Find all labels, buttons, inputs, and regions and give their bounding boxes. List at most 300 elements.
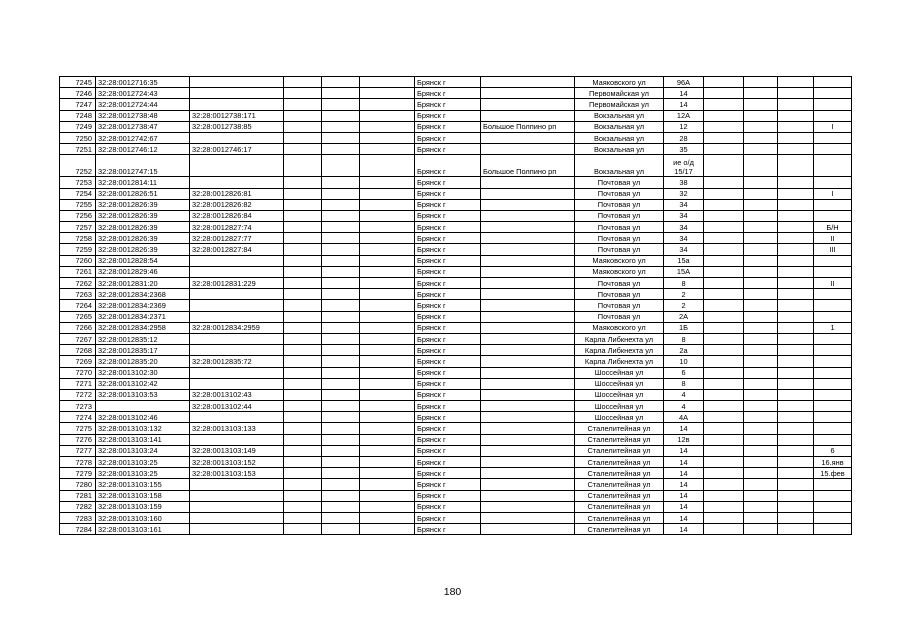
table-cell: 6 (814, 445, 852, 456)
table-row (60, 77, 852, 88)
table-cell: 14 (664, 99, 704, 110)
table-cell (814, 434, 852, 445)
table-cell: Брянск г (415, 144, 481, 155)
table-cell: Большое Полпино рп (481, 155, 575, 177)
table-cell (360, 99, 415, 110)
table-cell (814, 210, 852, 221)
table-cell: 12А (664, 110, 704, 121)
table-cell: 32:28:0012831:20 (96, 278, 190, 289)
table-cell (778, 457, 814, 468)
table-row (60, 132, 852, 143)
table-cell: 14 (664, 501, 704, 512)
table-cell: 4А (664, 412, 704, 423)
table-cell (322, 132, 360, 143)
table-cell (778, 278, 814, 289)
table-cell: 15.фев (814, 468, 852, 479)
table-cell: Почтовая ул (575, 210, 664, 221)
table-cell: 12в (664, 434, 704, 445)
table-cell: Брянск г (415, 311, 481, 322)
table-row (60, 255, 852, 266)
table-cell (814, 423, 852, 434)
table-cell (284, 345, 322, 356)
table-row (60, 222, 852, 233)
table-cell: Брянск г (415, 412, 481, 423)
table-cell (322, 490, 360, 501)
table-cell (284, 524, 322, 535)
table-cell (744, 144, 778, 155)
table-cell (360, 88, 415, 99)
table-cell (360, 479, 415, 490)
table-cell (814, 255, 852, 266)
table-cell (360, 512, 415, 523)
table-cell (284, 255, 322, 266)
table-cell: Брянск г (415, 244, 481, 255)
table-cell: 7281 (60, 490, 96, 501)
table-cell (284, 490, 322, 501)
table-cell (814, 345, 852, 356)
table-cell (481, 479, 575, 490)
table-cell (481, 289, 575, 300)
table-cell (778, 378, 814, 389)
table-cell (190, 501, 284, 512)
table-cell: 7271 (60, 378, 96, 389)
table-cell: 32:28:0012746:17 (190, 144, 284, 155)
table-cell (744, 99, 778, 110)
table-cell (814, 311, 852, 322)
table-cell: Вокзальная ул (575, 121, 664, 132)
table-cell (190, 367, 284, 378)
table-cell (778, 389, 814, 400)
table-cell: 32:28:0013103:132 (96, 423, 190, 434)
table-row (60, 412, 852, 423)
table-cell (704, 434, 744, 445)
table-cell (322, 434, 360, 445)
table-cell (778, 233, 814, 244)
table-cell (744, 188, 778, 199)
table-cell: 32:28:0012747:15 (96, 155, 190, 177)
table-cell: Почтовая ул (575, 278, 664, 289)
table-cell (481, 110, 575, 121)
table-cell: 7264 (60, 300, 96, 311)
table-cell (481, 300, 575, 311)
table-cell (814, 289, 852, 300)
table-cell: Вокзальная ул (575, 132, 664, 143)
table-cell (322, 512, 360, 523)
table-cell: Брянск г (415, 99, 481, 110)
table-cell (360, 412, 415, 423)
table-row (60, 322, 852, 333)
table-cell (778, 132, 814, 143)
table-cell: Сталелитейная ул (575, 434, 664, 445)
table-cell: 32:28:0012835:72 (190, 356, 284, 367)
table-cell: Брянск г (415, 222, 481, 233)
table-cell (284, 356, 322, 367)
table-cell: 32:28:0012742:67 (96, 132, 190, 143)
table-cell (704, 188, 744, 199)
table-cell (481, 311, 575, 322)
registry-table (59, 76, 852, 535)
table-cell: 10 (664, 356, 704, 367)
table-cell (704, 457, 744, 468)
table-cell: 4 (664, 389, 704, 400)
table-cell: 7251 (60, 144, 96, 155)
table-cell (704, 88, 744, 99)
table-cell: 32:28:0013103:141 (96, 434, 190, 445)
table-cell (778, 255, 814, 266)
table-cell (284, 188, 322, 199)
table-cell (744, 412, 778, 423)
table-cell: 32:28:0013103:152 (190, 457, 284, 468)
table-cell: I (814, 121, 852, 132)
table-cell (360, 222, 415, 233)
table-cell (190, 512, 284, 523)
table-cell (744, 155, 778, 177)
table-cell (778, 77, 814, 88)
table-cell (704, 378, 744, 389)
table-cell: 2а (664, 345, 704, 356)
table-cell (284, 99, 322, 110)
table-cell: 32:28:0013103:24 (96, 445, 190, 456)
table-cell: Сталелитейная ул (575, 501, 664, 512)
table-cell: Брянск г (415, 77, 481, 88)
table-cell: 34 (664, 244, 704, 255)
table-cell: Почтовая ул (575, 177, 664, 188)
table-cell: Брянск г (415, 199, 481, 210)
table-cell (744, 389, 778, 400)
table-cell (778, 266, 814, 277)
table-cell: 32:28:0013102:46 (96, 412, 190, 423)
table-cell (814, 412, 852, 423)
table-cell (704, 144, 744, 155)
table-cell: 7266 (60, 322, 96, 333)
table-cell (284, 457, 322, 468)
table-cell (744, 88, 778, 99)
table-cell (744, 457, 778, 468)
table-cell (322, 333, 360, 344)
table-cell: Сталелитейная ул (575, 468, 664, 479)
table-cell (778, 423, 814, 434)
table-cell (322, 300, 360, 311)
table-cell (778, 177, 814, 188)
table-cell: Вокзальная ул (575, 144, 664, 155)
table-cell (778, 490, 814, 501)
table-cell: 32:28:0012826:39 (96, 210, 190, 221)
table-cell: Брянск г (415, 210, 481, 221)
table-cell (360, 199, 415, 210)
table-cell (704, 266, 744, 277)
table-cell: Брянск г (415, 479, 481, 490)
table-cell (481, 177, 575, 188)
table-cell: 14 (664, 88, 704, 99)
table-cell: Вокзальная ул (575, 110, 664, 121)
table-cell (360, 378, 415, 389)
table-cell (814, 367, 852, 378)
table-cell: 8 (664, 333, 704, 344)
table-cell: 7277 (60, 445, 96, 456)
table-cell: 7250 (60, 132, 96, 143)
table-cell: Брянск г (415, 356, 481, 367)
table-row (60, 177, 852, 188)
table-cell: 2 (664, 289, 704, 300)
table-cell: 6 (664, 367, 704, 378)
table-cell: Брянск г (415, 110, 481, 121)
table-cell: Первомайская ул (575, 99, 664, 110)
table-cell (481, 333, 575, 344)
table-cell: Брянск г (415, 255, 481, 266)
table-cell: 32:28:0013103:53 (96, 389, 190, 400)
table-cell (814, 155, 852, 177)
table-cell (704, 222, 744, 233)
table-cell (322, 468, 360, 479)
table-row (60, 524, 852, 535)
table-cell: 32:28:0012835:20 (96, 356, 190, 367)
table-cell: II (814, 278, 852, 289)
table-cell (284, 199, 322, 210)
table-cell (322, 389, 360, 400)
table-cell (778, 222, 814, 233)
table-cell (744, 177, 778, 188)
table-cell (704, 445, 744, 456)
table-cell: 7270 (60, 367, 96, 378)
table-row (60, 468, 852, 479)
table-cell (778, 144, 814, 155)
table-cell (778, 501, 814, 512)
table-cell (778, 512, 814, 523)
table-cell (322, 222, 360, 233)
table-cell (814, 88, 852, 99)
table-cell: 32:28:0012828:54 (96, 255, 190, 266)
table-cell: Брянск г (415, 278, 481, 289)
table-cell (744, 468, 778, 479)
table-cell: 32:28:0012835:12 (96, 333, 190, 344)
table-cell (284, 177, 322, 188)
table-cell (744, 266, 778, 277)
table-cell (481, 244, 575, 255)
table-row (60, 110, 852, 121)
table-row (60, 311, 852, 322)
table-cell (481, 468, 575, 479)
table-cell (322, 412, 360, 423)
table-cell (778, 434, 814, 445)
table-cell: 7265 (60, 311, 96, 322)
table-cell (360, 468, 415, 479)
table-cell (360, 434, 415, 445)
table-cell (360, 266, 415, 277)
table-cell: 32:28:0012738:48 (96, 110, 190, 121)
table-cell: 14 (664, 479, 704, 490)
table-row (60, 278, 852, 289)
table-cell (704, 356, 744, 367)
table-cell: Брянск г (415, 177, 481, 188)
table-cell (190, 88, 284, 99)
table-cell (704, 300, 744, 311)
table-cell: 14 (664, 490, 704, 501)
table-cell (190, 266, 284, 277)
table-cell: Вокзальная ул (575, 155, 664, 177)
table-cell (704, 423, 744, 434)
table-cell: 7254 (60, 188, 96, 199)
table-cell (284, 300, 322, 311)
table-cell: 15А (664, 266, 704, 277)
table-cell: 32:28:0012826:84 (190, 210, 284, 221)
table-cell: Брянск г (415, 501, 481, 512)
table-cell: 32 (664, 188, 704, 199)
table-cell (814, 132, 852, 143)
table-cell: Сталелитейная ул (575, 512, 664, 523)
table-cell: 32:28:0013103:153 (190, 468, 284, 479)
table-cell (778, 155, 814, 177)
table-cell: Большое Полпино рп (481, 121, 575, 132)
table-cell: Карла Либкнехта ул (575, 333, 664, 344)
table-cell: Брянск г (415, 121, 481, 132)
table-cell (322, 289, 360, 300)
table-cell: 7245 (60, 77, 96, 88)
table-cell (704, 512, 744, 523)
table-cell (704, 468, 744, 479)
table-cell: Почтовая ул (575, 199, 664, 210)
table-cell: Шоссейная ул (575, 412, 664, 423)
table-cell (481, 345, 575, 356)
table-cell (481, 457, 575, 468)
table-cell (322, 110, 360, 121)
table-cell (481, 278, 575, 289)
table-cell: 34 (664, 210, 704, 221)
table-cell: 7283 (60, 512, 96, 523)
table-cell (704, 333, 744, 344)
table-cell (481, 88, 575, 99)
table-cell: 7279 (60, 468, 96, 479)
table-cell: 28 (664, 132, 704, 143)
table-cell (704, 524, 744, 535)
table-cell (190, 77, 284, 88)
table-cell: 32:28:0013103:160 (96, 512, 190, 523)
table-cell (481, 222, 575, 233)
table-cell: Карла Либкнехта ул (575, 356, 664, 367)
table-cell (360, 289, 415, 300)
table-cell: 32:28:0012738:171 (190, 110, 284, 121)
table-cell (744, 132, 778, 143)
table-cell (284, 244, 322, 255)
table-cell (704, 479, 744, 490)
table-cell (322, 345, 360, 356)
table-cell: Почтовая ул (575, 244, 664, 255)
table-cell: 7247 (60, 99, 96, 110)
table-cell (481, 434, 575, 445)
table-cell (481, 266, 575, 277)
table-row (60, 233, 852, 244)
table-cell: Почтовая ул (575, 188, 664, 199)
table-cell (744, 300, 778, 311)
table-row (60, 345, 852, 356)
table-cell (814, 501, 852, 512)
table-cell (360, 457, 415, 468)
table-cell (778, 110, 814, 121)
table-cell (284, 233, 322, 244)
table-cell (360, 524, 415, 535)
table-cell: Шоссейная ул (575, 378, 664, 389)
table-cell (481, 255, 575, 266)
table-cell (778, 401, 814, 412)
table-cell (360, 177, 415, 188)
table-cell (190, 300, 284, 311)
table-cell (322, 210, 360, 221)
table-cell (322, 457, 360, 468)
table-cell (481, 233, 575, 244)
table-cell (284, 278, 322, 289)
table-cell (778, 300, 814, 311)
table-cell: 7246 (60, 88, 96, 99)
table-cell (814, 99, 852, 110)
table-cell (190, 412, 284, 423)
table-cell: Маяковского ул (575, 77, 664, 88)
table-cell (190, 99, 284, 110)
table-cell: 12 (664, 121, 704, 132)
table-cell (360, 490, 415, 501)
table-cell: 32:28:0012724:44 (96, 99, 190, 110)
table-cell (322, 445, 360, 456)
table-cell: Сталелитейная ул (575, 524, 664, 535)
table-cell: 7258 (60, 233, 96, 244)
table-cell (704, 289, 744, 300)
table-cell: 7275 (60, 423, 96, 434)
table-cell: 4 (664, 401, 704, 412)
table-cell (190, 289, 284, 300)
table-cell: 7282 (60, 501, 96, 512)
table-cell: Первомайская ул (575, 88, 664, 99)
table-row (60, 244, 852, 255)
table-cell: 14 (664, 468, 704, 479)
table-cell: Брянск г (415, 378, 481, 389)
table-cell (744, 233, 778, 244)
table-cell: 34 (664, 199, 704, 210)
table-cell: 15а (664, 255, 704, 266)
table-cell (322, 367, 360, 378)
table-cell: Брянск г (415, 300, 481, 311)
table-cell (744, 244, 778, 255)
table-cell (322, 233, 360, 244)
table-row (60, 88, 852, 99)
table-cell (778, 468, 814, 479)
table-cell (190, 311, 284, 322)
table-cell (704, 401, 744, 412)
table-cell: 7263 (60, 289, 96, 300)
table-cell (322, 278, 360, 289)
table-cell: 32:28:0013103:25 (96, 468, 190, 479)
table-cell (704, 311, 744, 322)
table-cell: 32:28:0012835:17 (96, 345, 190, 356)
table-cell: 7284 (60, 524, 96, 535)
table-cell (778, 445, 814, 456)
table-cell: 32:28:0013103:133 (190, 423, 284, 434)
table-cell: Брянск г (415, 468, 481, 479)
table-cell: 32:28:0012827:77 (190, 233, 284, 244)
table-cell: 32:28:0012834:2958 (96, 322, 190, 333)
table-cell: 2А (664, 311, 704, 322)
table-cell: 32:28:0012827:74 (190, 222, 284, 233)
table-cell: Шоссейная ул (575, 401, 664, 412)
table-cell: Почтовая ул (575, 311, 664, 322)
table-cell: 7253 (60, 177, 96, 188)
table-cell: 14 (664, 423, 704, 434)
table-cell: Почтовая ул (575, 233, 664, 244)
table-cell: Брянск г (415, 490, 481, 501)
table-cell (704, 278, 744, 289)
table-cell: 34 (664, 233, 704, 244)
table-cell (778, 333, 814, 344)
table-cell (284, 378, 322, 389)
table-cell: 7280 (60, 479, 96, 490)
table-cell (360, 300, 415, 311)
